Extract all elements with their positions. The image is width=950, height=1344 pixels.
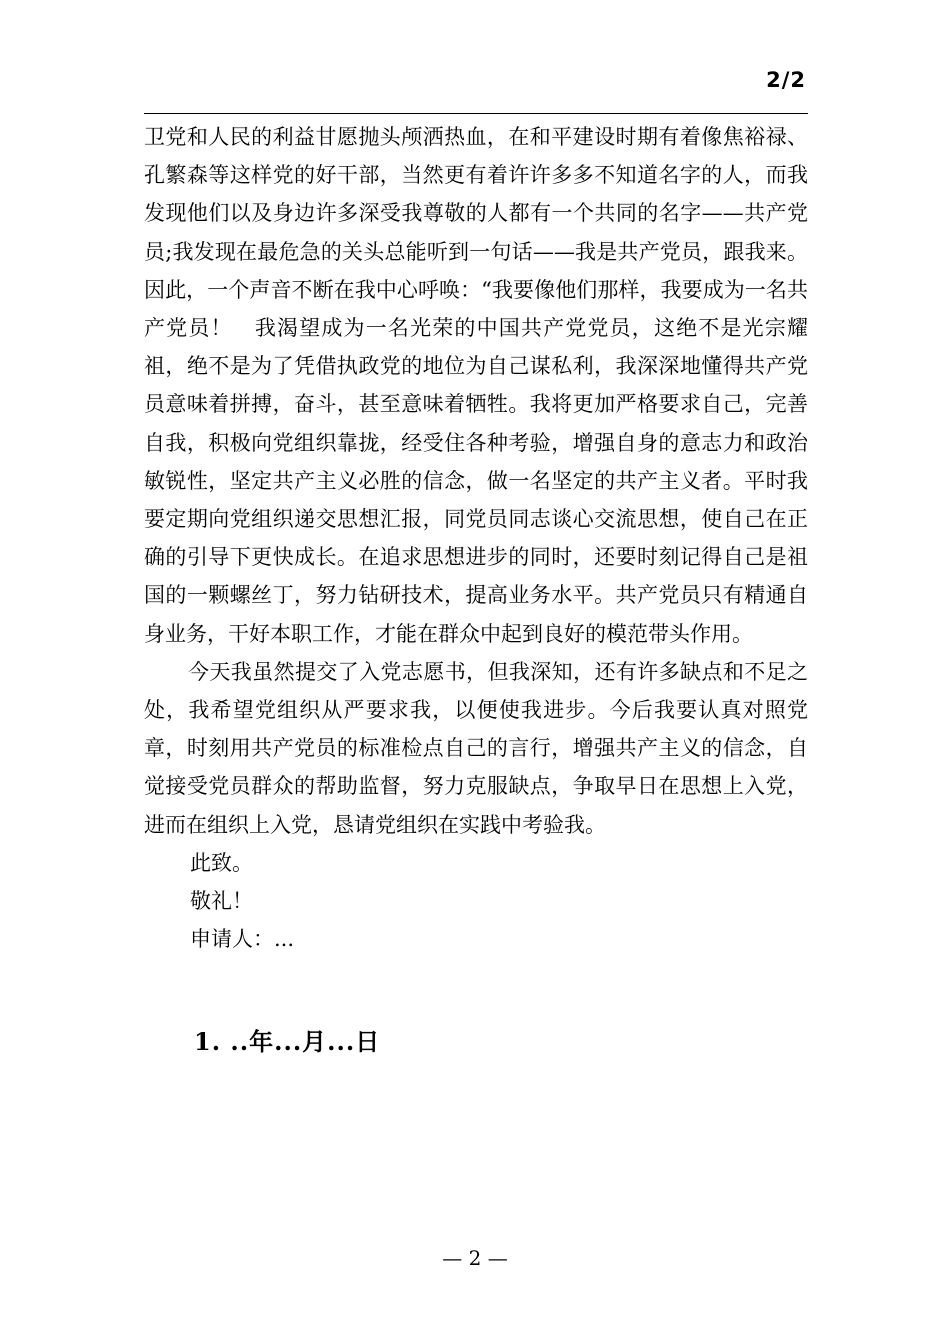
date-line: 1. ..年...月...日 — [194, 1027, 381, 1056]
body-paragraph: 卫党和人民的利益甘愿抛头颅洒热血，在和平建设时期有着像焦裕禄、孔繁森等这样党的好干部，当然更有着许许多多不知道名字的人，而我发现他们以及身边许多深受我尊敬的人都有一个共同的名字——共产党员;我发现在最危急的关头总能听到一句话——我是共产党员，跟我来。因此，一个声音不断在我中心呼唤：“我要像他们那样，我要成为一名共产党员！ 我渴望成为一名光荣的中国共产党党员，这绝不是光宗耀祖，绝不是为了凭借执政党的地位为自己谋私利，我深深地懂得共产党员意味着拼搏，奋斗，甚至意味着牺牲。我将更加严格要求自己，完善自我，积极向党组织靠拢，经受住各种考验，增强自身的意志力和政治敏锐性，坚定共产主义必胜的信念，做一名坚定的共产主义者。平时我要定期向党组织递交思想汇报，同党员同志谈心交流思想，使自己在正确的引导下更快成长。在追求思想进步的同时，还要时刻记得自己是祖国的一颗螺丝丁，努力钻研技术，提高业务水平。共产党员只有精通自身业务，干好本职工作，才能在群众中起到良好的模范带头作用。 — [144, 125, 808, 646]
body-paragraph: 今天我虽然提交了入党志愿书，但我深知，还有许多缺点和不足之处，我希望党组织从严要求我，以便使我进步。今后我要认真对照党章，时刻用共产党员的标准检点自己的言行，增强共产主义的信念，自觉接受党员群众的帮助监督，努力克服缺点，争取早日在思想上入党，进而在组织上入党，恳请党组织在实践中考验我。 — [144, 659, 808, 837]
closing-regards: 敬礼！ — [190, 889, 253, 914]
page-counter: 2/2 — [766, 68, 806, 92]
closing-salutation: 此致。 — [190, 850, 253, 875]
applicant-signature: 申请人：... — [190, 927, 295, 952]
header-rule — [144, 113, 808, 114]
letter-body — [144, 118, 808, 958]
page-number-footer: — 2 — — [442, 1246, 508, 1270]
